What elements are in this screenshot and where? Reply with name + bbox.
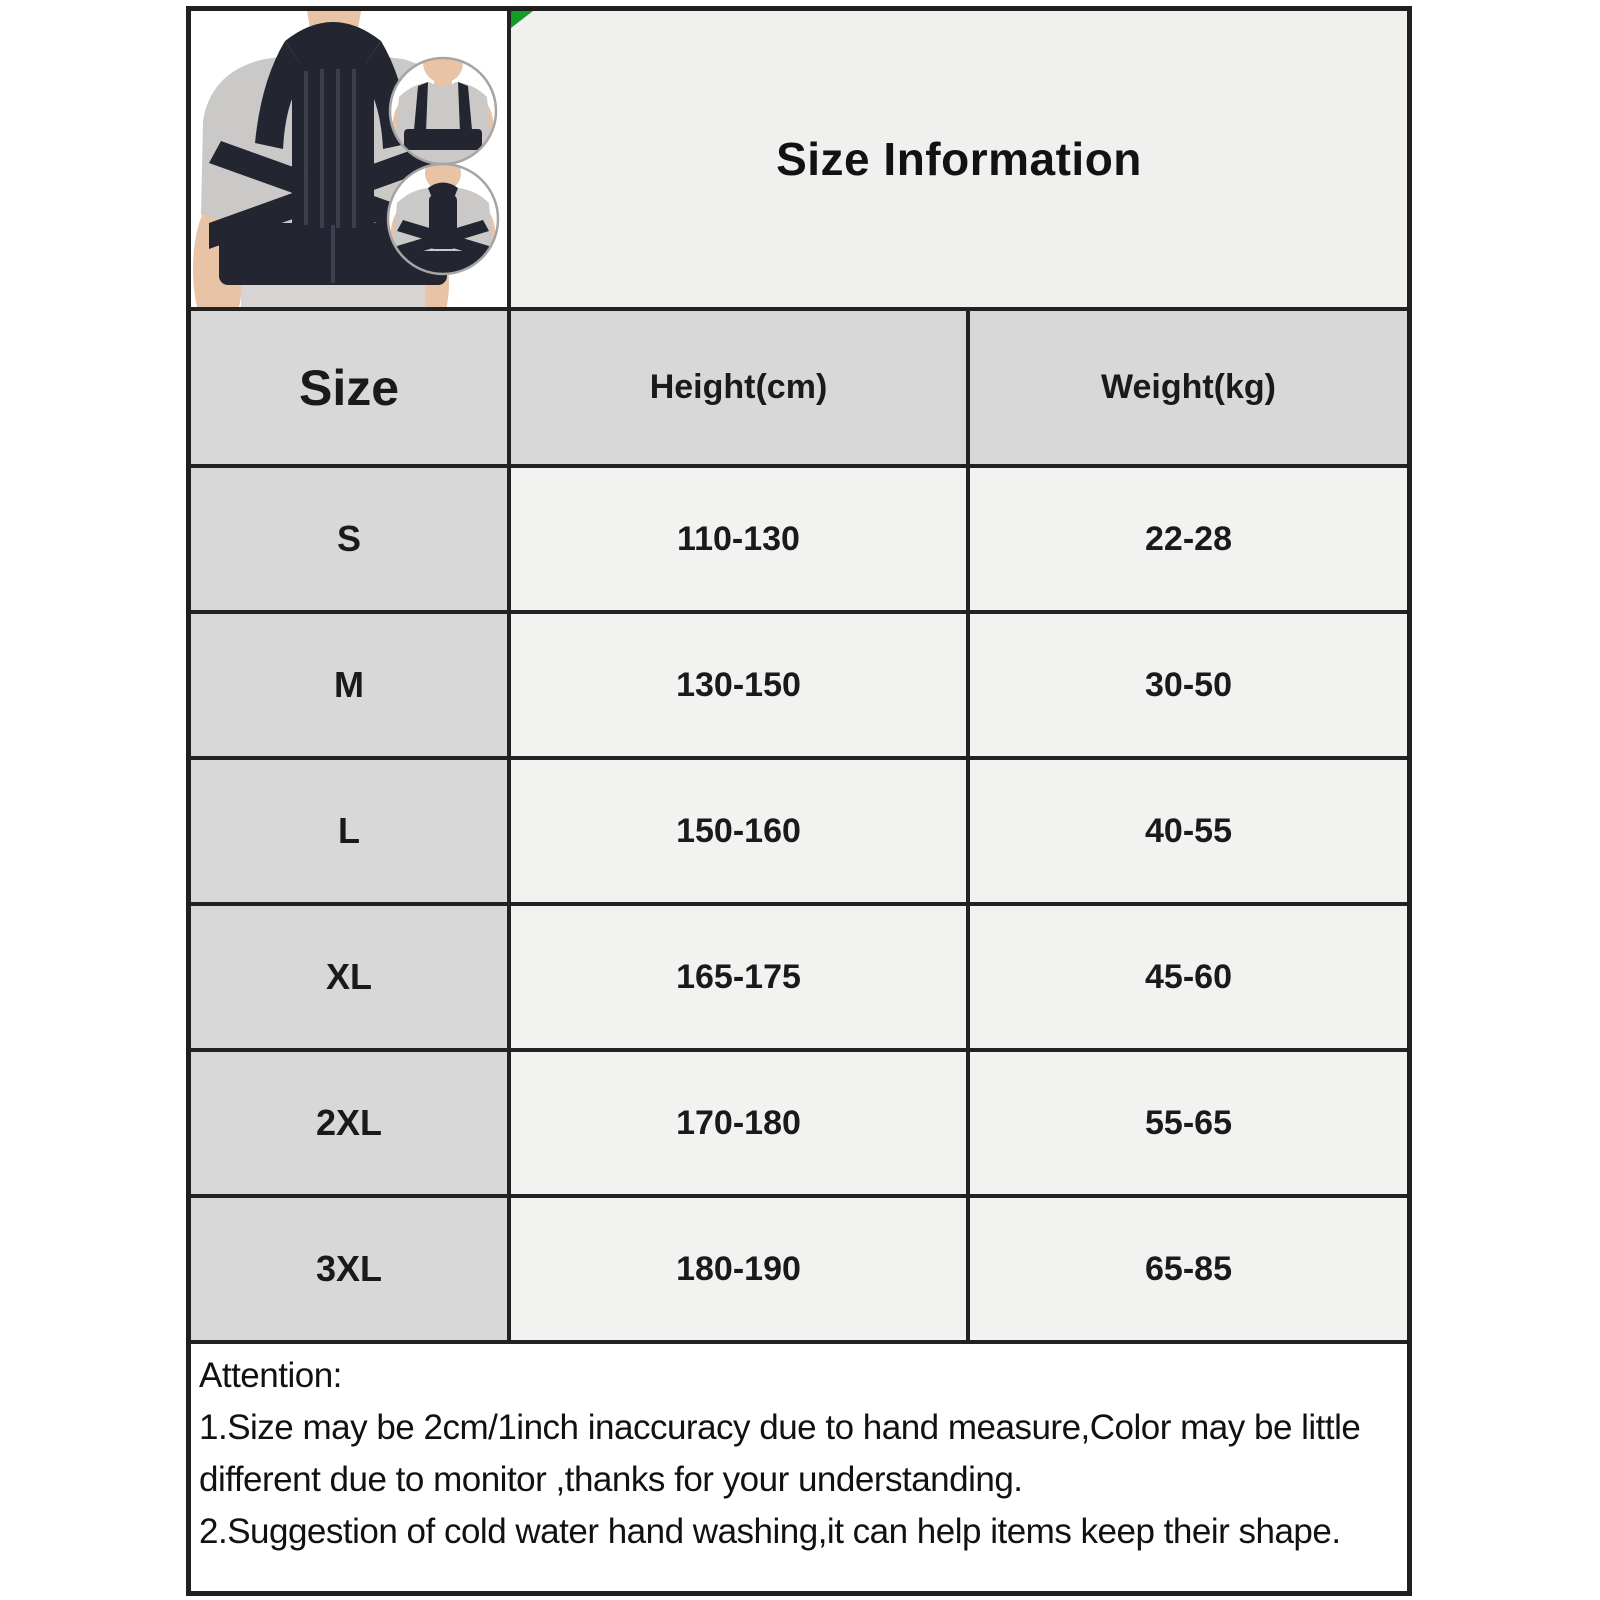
height-cell: 150-160: [511, 760, 970, 902]
height-cell: 130-150: [511, 614, 970, 756]
size-cell: S: [191, 468, 511, 610]
top-row: [191, 11, 1407, 311]
table-row: [191, 1052, 1407, 1198]
weight-cell: 40-55: [970, 760, 1407, 902]
weight-cell: 22-28: [970, 468, 1407, 610]
size-information-sheet: [186, 6, 1412, 1596]
height-cell: 180-190: [511, 1198, 970, 1340]
attention-box: [191, 1344, 1407, 1591]
height-cell: 165-175: [511, 906, 970, 1048]
attention-note-line: 1.Size may be 2cm/1inch inaccuracy due to hand measure,Color may be little: [199, 1408, 1361, 1447]
column-header-height: Height(cm): [511, 311, 970, 464]
attention-heading: Attention:: [199, 1356, 342, 1395]
table-row: [191, 1198, 1407, 1344]
table-row: [191, 614, 1407, 760]
green-corner-marker-icon: [511, 11, 533, 28]
product-photo-cell: [191, 11, 511, 307]
attention-note-line: different due to monitor ,thanks for your understanding.: [199, 1460, 1023, 1499]
attention-note-line: 2.Suggestion of cold water hand washing,it can help items keep their shape.: [199, 1512, 1341, 1551]
height-cell: 110-130: [511, 468, 970, 610]
table-row: [191, 760, 1407, 906]
size-cell: 3XL: [191, 1198, 511, 1340]
size-cell: XL: [191, 906, 511, 1048]
weight-cell: 30-50: [970, 614, 1407, 756]
product-photo-image: [191, 11, 507, 307]
size-cell: M: [191, 614, 511, 756]
size-cell: L: [191, 760, 511, 902]
height-cell: 170-180: [511, 1052, 970, 1194]
size-cell: 2XL: [191, 1052, 511, 1194]
table-header-row: [191, 311, 1407, 468]
weight-cell: 55-65: [970, 1052, 1407, 1194]
weight-cell: 65-85: [970, 1198, 1407, 1340]
table-row: [191, 468, 1407, 614]
title-cell: [511, 11, 1407, 307]
column-header-weight: Weight(kg): [970, 311, 1407, 464]
column-header-size: Size: [191, 311, 511, 464]
page-title: Size Information: [776, 133, 1142, 185]
weight-cell: 45-60: [970, 906, 1407, 1048]
table-row: [191, 906, 1407, 1052]
